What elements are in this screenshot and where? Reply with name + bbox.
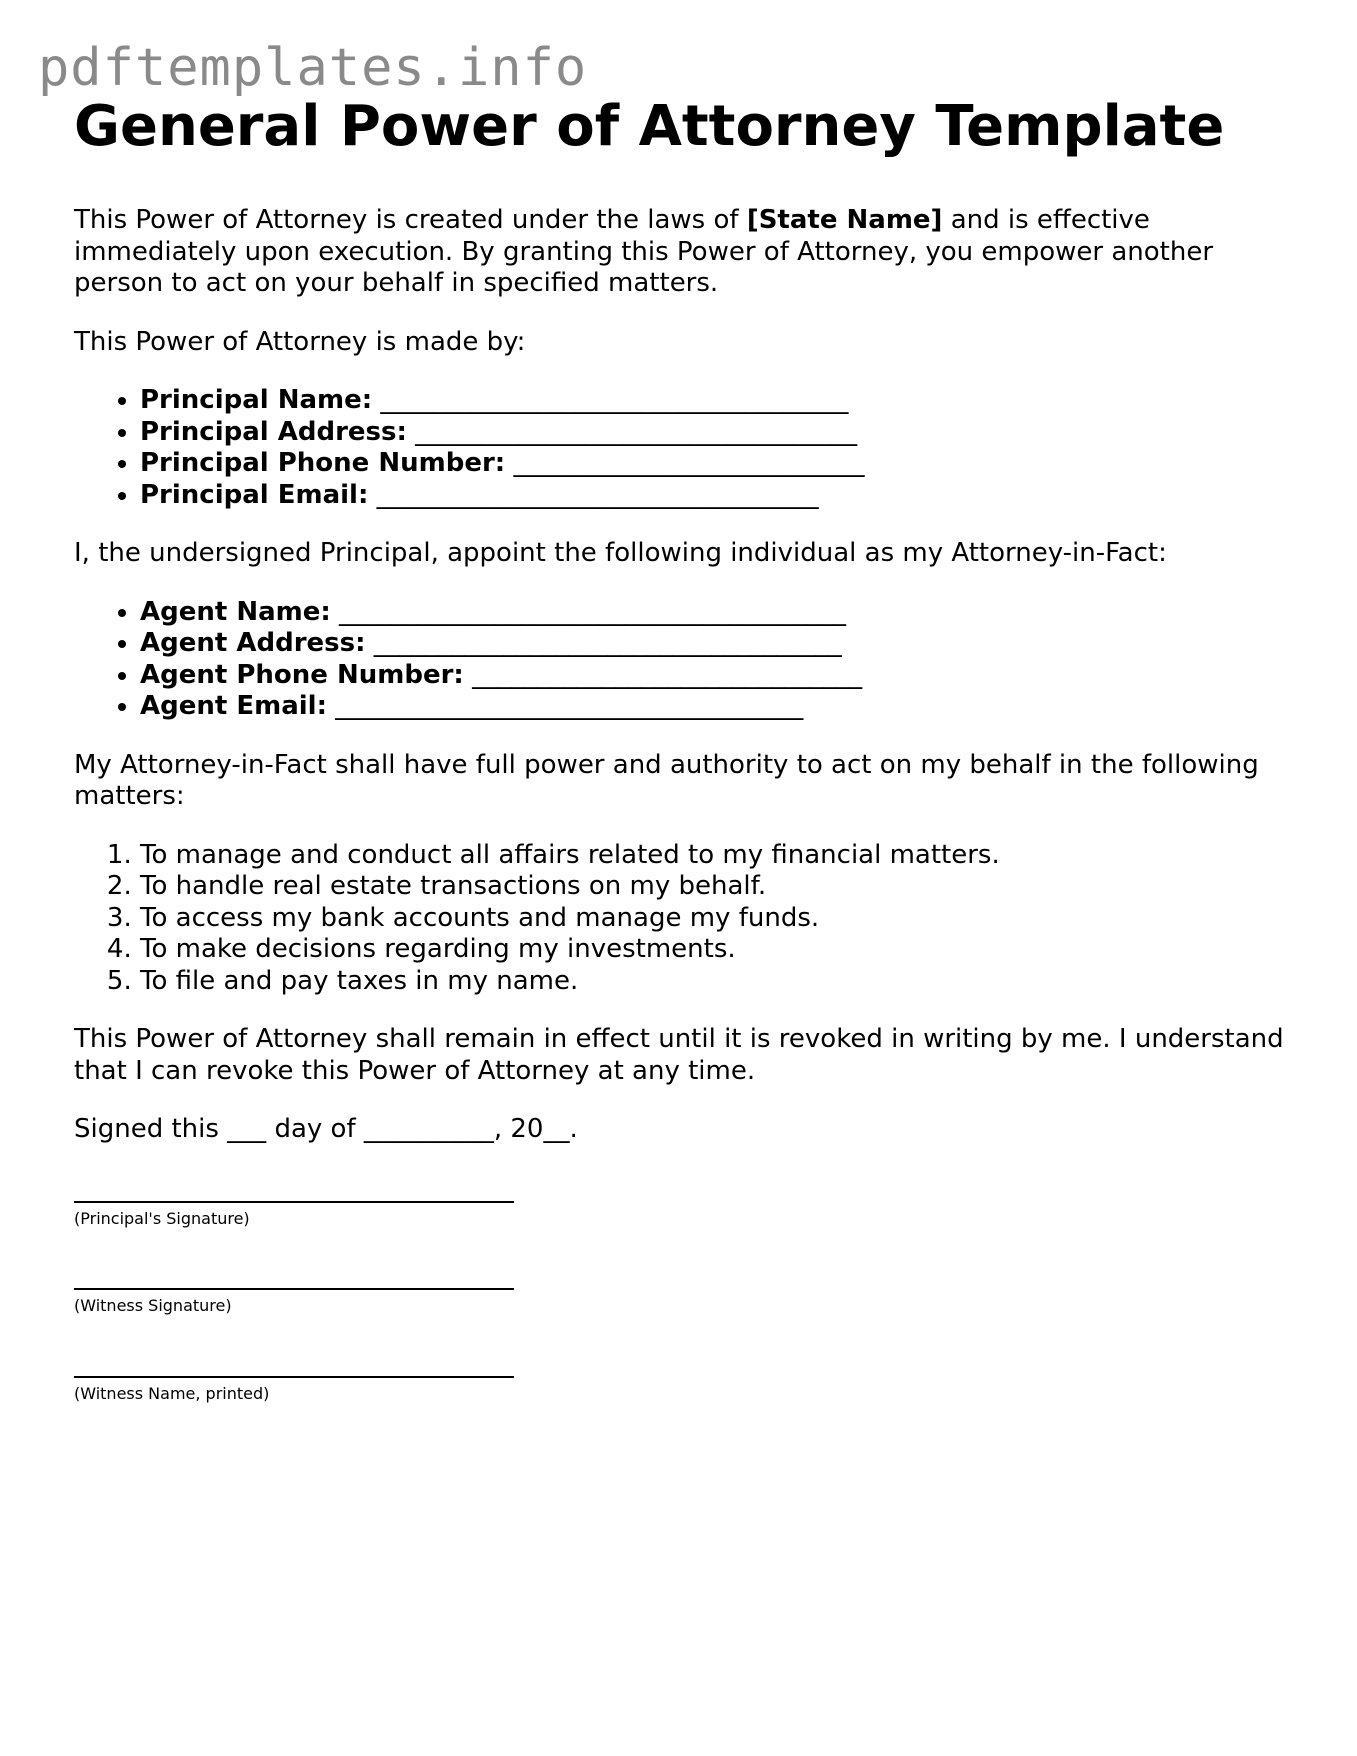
- witness-name-printed: [74, 1348, 1304, 1410]
- witness-signature: [74, 1260, 1304, 1322]
- agent-phone-field[interactable]: [140, 660, 1304, 692]
- signature-caption: (Witness Name, printed): [74, 1383, 270, 1403]
- watermark: pdftemplates.info: [38, 38, 588, 98]
- made-by-text: This Power of Attorney is made by:: [74, 326, 526, 357]
- field-label: Agent Address:: [140, 628, 366, 658]
- signature-caption: (Witness Signature): [74, 1296, 232, 1315]
- field-blank[interactable]: ____________________________________: [372, 385, 849, 415]
- field-label: Agent Email:: [140, 691, 327, 721]
- principal-email-field[interactable]: [140, 480, 1304, 512]
- agent-email-field[interactable]: [140, 691, 1304, 723]
- witness-name-line[interactable]: [74, 1348, 514, 1378]
- principal-address-field[interactable]: [140, 417, 1304, 449]
- intro-text-after: and is effective immediately upon execution. By granting this Power of Attorney, you empower another person to act on your behalf in specified matters.: [74, 205, 1214, 298]
- signed-date-line[interactable]: Signed this ___ day of __________, 20__.: [74, 1114, 578, 1144]
- principal-fields-list: [74, 385, 1304, 511]
- field-blank[interactable]: ____________________________________: [365, 628, 842, 658]
- field-blank[interactable]: ______________________________: [463, 659, 863, 690]
- power-item: 2. To handle real estate transactions on my behalf.: [140, 871, 1304, 903]
- powers-list: [74, 840, 1304, 998]
- appoint-text: I, the undersigned Principal, appoint the following individual as my Attorney-in-Fact:: [74, 538, 1167, 568]
- state-name-placeholder: [State Name]: [746, 205, 943, 235]
- field-blank[interactable]: ____________________________________: [326, 691, 804, 721]
- agent-address-field[interactable]: [140, 628, 1304, 660]
- field-label: Agent Name:: [140, 596, 331, 627]
- field-blank[interactable]: __________________________________: [368, 479, 819, 510]
- revocation-text: This Power of Attorney shall remain in effect until it is revoked in writing by me. I understand that I can revoke this Power of Attorney at any time.: [74, 1024, 1284, 1086]
- field-blank[interactable]: __________________________________: [406, 416, 858, 447]
- principal-phone-field[interactable]: [140, 448, 1304, 480]
- document-page: [74, 92, 1304, 1409]
- field-label: Principal Email:: [140, 479, 369, 510]
- power-item: 3. To access my bank accounts and manage my funds.: [140, 903, 1304, 935]
- signature-block: [74, 1173, 1304, 1410]
- power-item: 1. To manage and conduct all affairs related to my financial matters.: [140, 840, 1304, 872]
- field-label: Principal Name:: [140, 385, 373, 415]
- signature-caption: (Principal's Signature): [74, 1208, 250, 1228]
- principal-signature-line[interactable]: [74, 1173, 514, 1203]
- agent-fields-list: [74, 597, 1304, 723]
- field-label: Principal Phone Number:: [140, 448, 506, 478]
- principal-signature: [74, 1173, 1304, 1235]
- agent-name-field[interactable]: [140, 597, 1304, 629]
- field-label: Agent Phone Number:: [140, 659, 464, 690]
- authority-text: My Attorney-in-Fact shall have full power and authority to act on my behalf in the following matters:: [74, 749, 1259, 811]
- power-item: 5. To file and pay taxes in my name.: [140, 966, 1304, 998]
- field-blank[interactable]: _______________________________________: [330, 596, 847, 627]
- field-label: Principal Address:: [140, 416, 407, 447]
- intro-text-before: This Power of Attorney is created under the laws of: [74, 205, 747, 235]
- power-item: 4. To make decisions regarding my investments.: [140, 934, 1304, 966]
- principal-name-field[interactable]: [140, 385, 1304, 417]
- intro-paragraph: [74, 205, 1304, 300]
- field-blank[interactable]: ___________________________: [505, 448, 865, 478]
- witness-signature-line[interactable]: [74, 1260, 514, 1290]
- page-title: General Power of Attorney Template: [74, 94, 1225, 159]
